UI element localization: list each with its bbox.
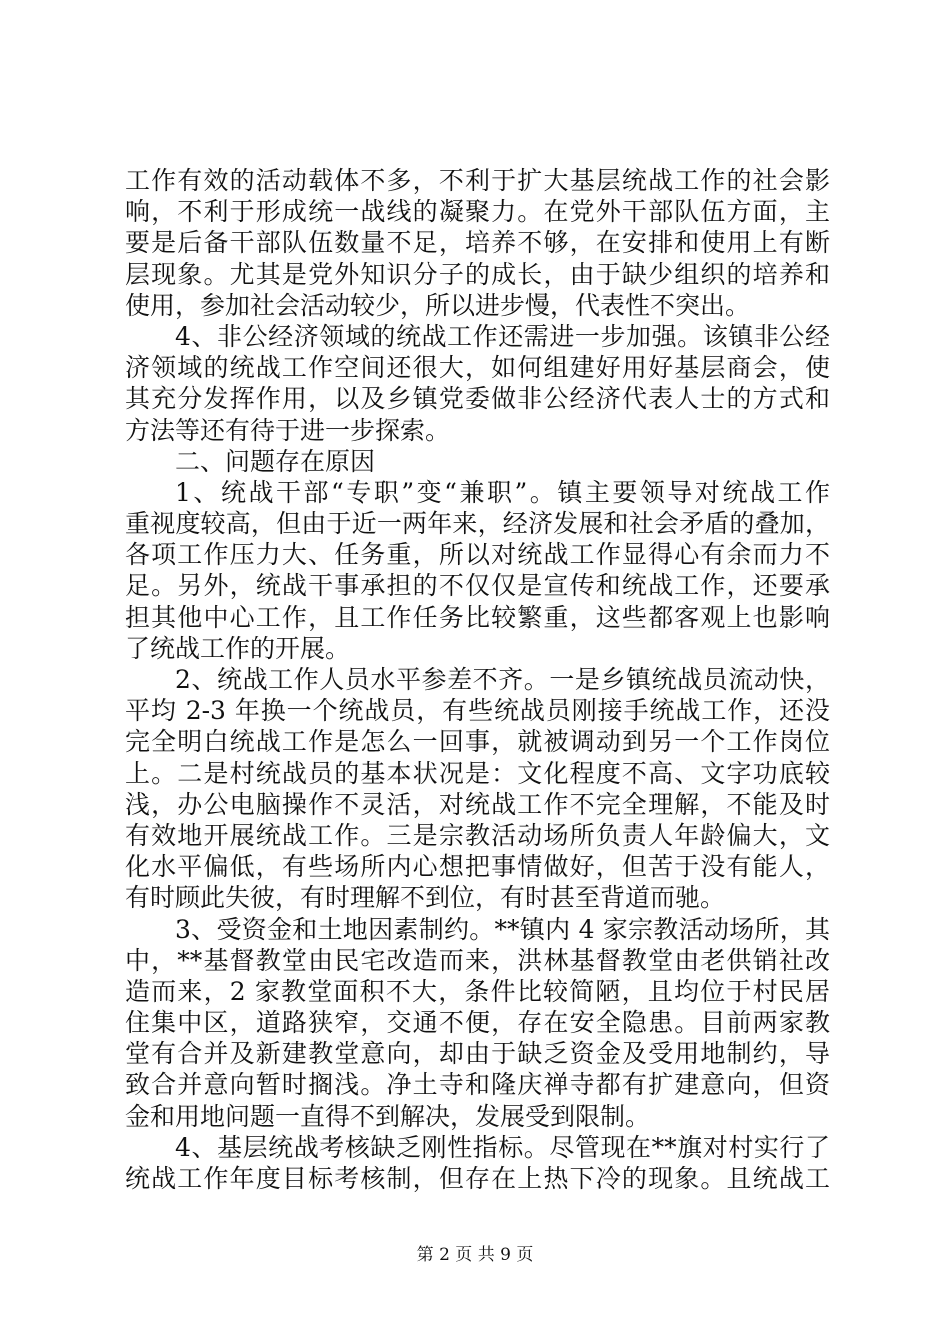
text-line: 工作有效的活动载体不多，不利于扩大基层统战工作的社会影: [125, 166, 830, 195]
text-line: 响，不利于形成统一战线的凝聚力。在党外干部队伍方面，主: [125, 197, 830, 227]
text-line: 浅，办公电脑操作不灵活，对统战工作不完全理解，不能及时: [125, 789, 830, 819]
text-line: 担其他中心工作，且工作任务比较繁重，这些都客观上也影响: [125, 602, 830, 632]
text-line: 金和用地问题一直得不到解决，发展受到限制。: [125, 1101, 651, 1131]
page-footer: 第 2 页 共 9 页: [416, 1245, 534, 1265]
text-line: 使用，参加社会活动较少，所以进步慢，代表性不突出。: [125, 290, 751, 320]
document-body: [125, 165, 830, 1194]
text-line: 有效地开展统战工作。三是宗教活动场所负责人年龄偏大，文: [125, 820, 830, 850]
text-line: 堂有合并及新建教堂意向，却由于缺乏资金及受用地制约，导: [125, 1039, 830, 1069]
text-line: 各项工作压力大、任务重，所以对统战工作显得心有余而力不: [125, 540, 830, 570]
text-line: 层现象。尤其是党外知识分子的成长，由于缺少组织的培养和: [125, 259, 830, 289]
text-line: 完全明白统战工作是怎么一回事，就被调动到另一个工作岗位: [125, 727, 830, 757]
text-line: 2、统战工作人员水平参差不齐。一是乡镇统战员流动快，: [175, 665, 830, 694]
text-line: 二、问题存在原因: [175, 446, 376, 476]
text-line: 济领域的统战工作空间还很大，如何组建好用好基层商会，使: [125, 353, 830, 383]
text-line: 上。二是村统战员的基本状况是：文化程度不高、文字功底较: [125, 758, 830, 788]
text-line: 方法等还有待于进一步探索。: [125, 415, 451, 445]
text-line: 有时顾此失彼，有时理解不到位，有时甚至背道而驰。: [125, 883, 726, 913]
text-line: 要是后备干部队伍数量不足，培养不够，在安排和使用上有断: [125, 228, 830, 258]
text-line: 致合并意向暂时搁浅。净土寺和隆庆禅寺都有扩建意向，但资: [125, 1070, 830, 1100]
text-line: 中，**基督教堂由民宅改造而来，洪林基督教堂由老供销社改: [125, 945, 830, 975]
text-line: 其充分发挥作用，以及乡镇党委做非公经济代表人士的方式和: [125, 384, 830, 414]
text-line: 1、统战干部“专职”变“兼职”。镇主要领导对统战工作: [175, 477, 830, 507]
text-line: 重视度较高，但由于近一两年来，经济发展和社会矛盾的叠加，: [125, 509, 830, 539]
text-line: 平均 2-3 年换一个统战员，有些统战员刚接手统战工作，还没: [125, 696, 830, 726]
text-line: 了统战工作的开展。: [125, 633, 351, 663]
text-line: 4、基层统战考核缺乏刚性指标。尽管现在**旗对村实行了: [175, 1132, 830, 1162]
text-line: 4、非公经济领域的统战工作还需进一步加强。该镇非公经: [175, 321, 830, 351]
text-line: 统战工作年度目标考核制，但存在上热下冷的现象。且统战工: [125, 1164, 830, 1193]
text-line: 足。另外，统战干事承担的不仅仅是宣传和统战工作，还要承: [125, 571, 830, 601]
text-line: 造而来，2 家教堂面积不大，条件比较简陋，且均位于村民居: [125, 976, 830, 1006]
text-line: 化水平偏低，有些场所内心想把事情做好，但苦于没有能人，: [125, 852, 830, 882]
text-line: 住集中区，道路狭窄，交通不便，存在安全隐患。目前两家教: [125, 1008, 830, 1038]
text-line: 3、受资金和土地因素制约。**镇内 4 家宗教活动场所，其: [175, 914, 830, 944]
